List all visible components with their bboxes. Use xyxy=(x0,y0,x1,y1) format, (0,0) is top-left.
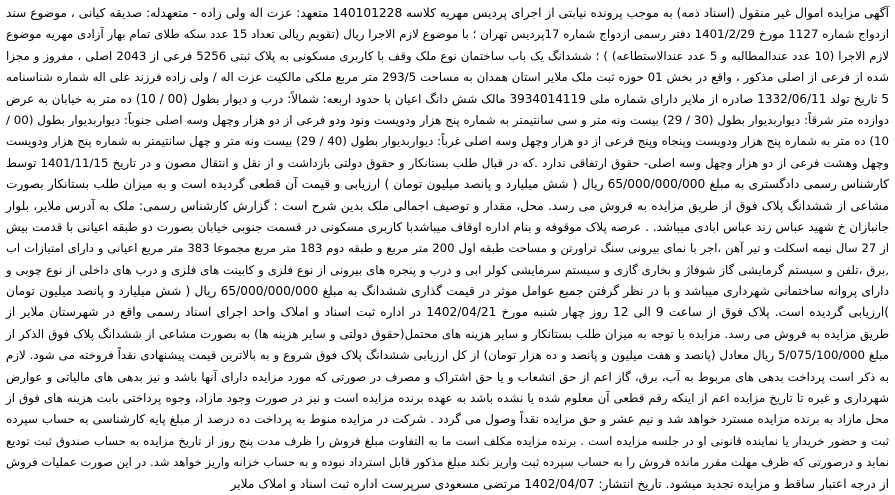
notice-line-20: محل مازاد به برنده مزایده مسترد خواهد شد و نیم عشر و حق مزایده نقداً وصول می گردد . شرکت در مزایده منوط به پرداخت ده درصد از مبلغ پایه کارشناسی به حساب سپرده xyxy=(6,412,889,427)
notice-line-14: دارای پروانه ساختمانی شهرداری میباشد و با در نظر گرفتن جمیع عوامل موثر در قیمت گذاری ششدانگ به مبلغ 65/000/000/000 ریال ( شش میلیارد و پانصد میلیون تومان xyxy=(6,284,889,299)
notice-line-18: به ذکر است پرداخت بدهی های مربوط به آب، برق، گاز اعم از حق انشعاب و یا حق اشتراک و مصرف در صورتی که مورد مزایده دارای آنها باشد و نیز بدهی های مالیاتی و عوارض xyxy=(6,369,889,384)
notice-line-4: شده از فرعی از اصلی مذکور ، واقع در بخش 01 حوزه ثبت ملک ملایر استان همدان به مساحت 293/5 متر مربع ملکی مالکیت عزت اله / ولی زاده فرزند علی اله شماره شناسنامه xyxy=(6,70,890,85)
notice-line-3: لازم الاجرا (10 عدد عندالمطالبه و 5 عدد عندالاستطاعه) ) ؛ ششدانگ یک باب ساختمان نوع ملک وقف با کاربری مسکونی به پلاک ثبتی 5256 فرعی از 2043 اصلی ، مفروز و مجزا xyxy=(6,48,889,63)
notice-line-8: وچهل وهشت فرعی از دو هزار وچهل وسه اصلی- حقوق ارتفاقی ندارد .که در قبال طلب بستانکار و حقوق دولتی بازداشت و از نقل و انتقال مصون و در تاریخ 1401/11/15 توسط xyxy=(6,155,889,170)
notice-line-22: نماید و درصورتی که ظرف مهلت مقرر مانده فروش را به حساب سپرده ثبت واریز نکند مبلغ مذکور قابل استرداد نبوده و به حساب خزانه واریز خواهد شد. در این صورت عملیات فروش xyxy=(6,455,889,470)
notice-line-2: ازدواج شماره 1127 مورخ 1401/2/29 دفتر رسمی ازدواج شماره 17پردیس تهران ؛ با موضوع لازم الاجرا ریال (تقویم ریالی تعداد 15 عدد سکه طلای تمام بهار آزادی مهریه موضوع xyxy=(6,27,889,42)
notice-line-15: )ارزیابی گردیده است. پلاک فوق از ساعت 9 الی 12 روز چهار شنبه مورخ 1402/04/21 در اداره ثبت اسناد و املاک واحد اجرای اسناد رسمی واقع در شهرستان ملایر از xyxy=(6,305,889,320)
notice-line-19: شهرداری و غیره تا تاریخ مزایده اعم از اینکه رقم قطعی آن معلوم شده یا نشده باشد به عهده برنده مزایده است و نیز در صورت وجود مازاد، وجوه پرداختی بابت هزینه های فوق از xyxy=(6,391,889,406)
notice-line-12: از 27 سال نیمه اسکلت و تیر آهن ،اجر با نمای بیرونی سنگ تراورتن و مساحت طبقه اول 200 متر مربع و طبقه دوم 183 متر مربع مجموعا 383 متر مربع اعیانی و دارای امتیازات اب xyxy=(6,241,889,256)
notice-line-9: کارشناس رسمی دادگستری به مبلغ 65/000/000/000 ریال ( شش میلیارد و پانصد میلیون تومان ) ارزیابی و قیمت آن قطعی گردیده است و به میزان طلب بستانکار بصورت xyxy=(6,177,889,192)
notice-line-1: آگهی مزایده اموال غیر منقول (اسناد ذمه) به موجب پرونده نیابتی از اجرای پردیس مهریه کلاسه 140101228 متعهد: عزت اله ولی زاده - متعهدله: صدیقه کیانی ، موضوع سند xyxy=(6,6,889,20)
notice-line-16: طریق مزایده به فروش می رسد. مزایده با توجه به میزان طلب بستانکار و سایر هزینه های محتمل(حقوق دولتی و سایر هزینه ها) به بصورت مشاعی از ششدانگ پلاک فوق الذکر از xyxy=(6,326,889,341)
notice-line-21: ثبت و حضور خریدار یا نماینده قانونی او در جلسه مزایده است . برنده مزایده مکلف است ما به التفاوت مبلغ فروش را ظرف مدت پنج روز از تاریخ مزایده به حساب صندوق ثبت تودیع xyxy=(6,433,889,448)
notice-line-10: مشاعی از ششدانگ پلاک فوق از طریق مزایده به فروش می رسد. محل، مقدار و توصیف اجمالی ملک بدین شرح است : گزارش کارشناس رسمی: ملک به آدرس ملایر، بلوار xyxy=(6,198,889,213)
notice-line-11: جانبازان خ شهید عباس زند عباس ابادی میباشد. . عرصه پلاک موقوفه و بنام اداره اوقاف میباشدبا کاربری مسکونی در قسمت جنوبی خیابان بصورت دو طبقه اعیانی با قدمت بیش xyxy=(6,219,889,234)
notice-line-23: از درجه اعتبار ساقط و مزایده تجدید میشود. تاریخ انتشار: 1402/04/07 مرتضی مسعودی سرپرست اداره ثبت اسناد و املاک ملایر xyxy=(230,476,889,491)
notice-line-5: 5 تاریخ تولد 1332/06/11 صادره از ملایر دارای شماره ملی 3934014119 مالک شش دانگ اعیان با حدود اربعه: شمالاً: درب و دیوار بطول (00 / 10) ده متر به خیابان به عرض xyxy=(6,91,889,106)
notice-line-13: ,برق ،تلفن و سیستم گرمایشی گاز شوفاژ و بخاری گازی و سیستم سرمایشی کولر ابی و درب و پنجره های بیرونی از نوع فلزی و کابینت های فلزی و درب های داخلی از نوع چوبی و xyxy=(6,262,889,277)
notice-line-17: مبلغ 5/075/100/000 ریال معادل (پانصد و هفت میلیون و پانصد و ده هزار تومان) از کل ارزیابی ششدانگ پلاک فوق شروع و به بالاترین قیمت پیشنهادی نقداً فروخته می شود. لازم xyxy=(6,348,889,363)
notice-line-6: دوازده متر شرقاً: دیواربدیوار بطول (30 / 29) بیست ونه متر و سی سانتیمتر به شماره پنج هزار ودویست ونود ودو فرعی از دو هزار وچهل وسه اصلی جنوباً: دیواربدیوار بطول (00 / xyxy=(6,112,890,127)
notice-line-7: 10) ده متر به شماره پنج هزار ودویست وپنجاه وپنج فرعی از دو هزار وچهل وسه اصلی غرباً: دیواربدیوار بطول (40 / 29) بیست ونه متر و چهل سانتیمتر به شماره پنج هزار ودویست xyxy=(6,134,889,149)
